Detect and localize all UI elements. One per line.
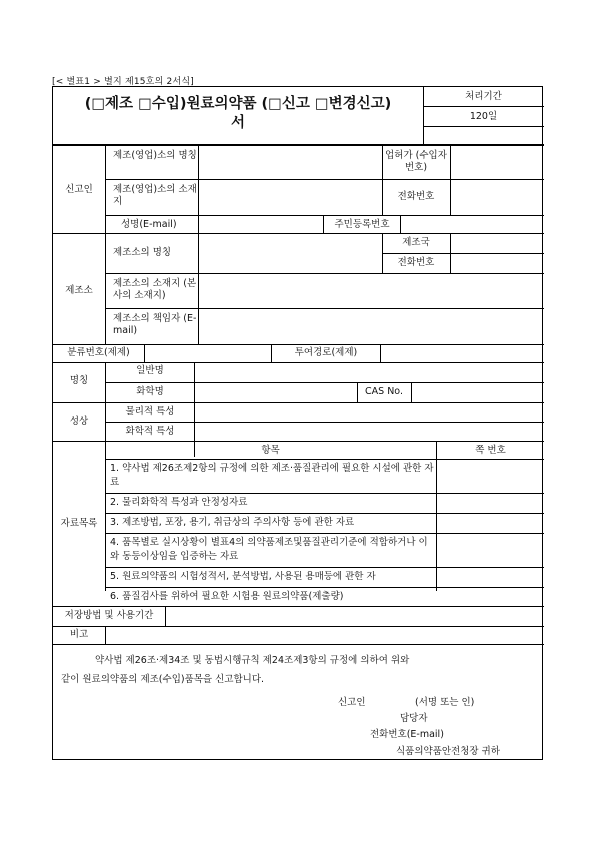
applicant-phone-field[interactable] — [451, 180, 544, 215]
applicant-name-field[interactable] — [199, 146, 382, 179]
applicant-phone-label: 전화번호 — [397, 191, 435, 202]
manufacturer-phone-field[interactable] — [451, 254, 544, 273]
cas-number-field[interactable] — [412, 383, 544, 402]
chemical-name-field[interactable] — [195, 383, 357, 402]
document-item-4-page[interactable] — [437, 534, 544, 567]
remarks-field[interactable] — [106, 627, 544, 644]
signature-sign-label: (서명 또는 인) — [415, 697, 475, 708]
applicant-resident-label: 주민등록번호 — [334, 219, 390, 230]
signature-phone-label: 전화번호(E-mail) — [370, 729, 444, 740]
manufacturer-responsible-label: 제조소의 책임자 (E-mail) — [113, 313, 197, 336]
report-form — [52, 86, 543, 760]
classification-label: 분류번호(제제) — [67, 347, 130, 358]
applicant-name-label: 제조(영업)소의 명칭 — [113, 150, 197, 161]
form-title-line2: 서 — [230, 115, 245, 131]
document-item-3-page[interactable] — [437, 514, 544, 533]
form-title — [53, 95, 423, 133]
applicant-person-field[interactable] — [199, 216, 323, 233]
applicant-address-field[interactable] — [199, 180, 382, 215]
document-item-6: 6. 품질검사를 위하여 필요한 시험용 원료의약품(제출량) — [110, 591, 344, 602]
recipient-label: 식품의약품안전청장 귀하 — [396, 746, 500, 757]
storage-field[interactable] — [166, 607, 544, 626]
document-item-1-page[interactable] — [437, 460, 544, 493]
manufacturer-name-label: 제조소의 명칭 — [113, 247, 172, 258]
processing-period-value: 120일 — [469, 111, 498, 122]
document-item-2-page[interactable] — [437, 494, 544, 513]
generic-name-field[interactable] — [195, 363, 544, 382]
section-applicant: 신고인 — [65, 184, 93, 195]
physical-property-field[interactable] — [195, 403, 544, 422]
manufacturer-address-label: 제조소의 소재지 (본사의 소재지) — [113, 278, 197, 301]
remarks-label: 비고 — [69, 629, 89, 640]
classification-field[interactable] — [145, 345, 271, 362]
signature-person-label: 담당자 — [400, 713, 428, 724]
manufacturer-country-field[interactable] — [451, 234, 544, 253]
manufacturer-country-label: 제조국 — [402, 237, 430, 248]
applicant-person-label: 성명(E-mail) — [121, 219, 177, 230]
signature-applicant-label: 신고인 — [338, 697, 366, 708]
applicant-resident-field[interactable] — [401, 216, 544, 233]
applicant-license-field[interactable] — [451, 146, 544, 179]
chemical-property-field[interactable] — [195, 423, 544, 442]
document-item-1: 1. 약사법 제26조제2항의 규정에 의한 제조·품질관리에 필요한 시설에 관한 자료 — [110, 463, 434, 488]
declaration-statement — [61, 651, 531, 689]
physical-property-label: 물리적 특성 — [125, 406, 175, 417]
document-item-2: 2. 물리화학적 특성과 안정성자료 — [110, 497, 248, 508]
chemical-property-label: 화학적 특성 — [125, 426, 175, 437]
section-documents: 자료목록 — [60, 518, 98, 529]
document-item-5: 5. 원료의약품의 시험성적서, 분석방법, 사용된 용매등에 관한 자 — [110, 571, 376, 582]
document-item-5-page[interactable] — [437, 568, 544, 587]
processing-period-label: 처리기간 — [465, 91, 502, 102]
form-number-label: [< 별표1 > 별지 제15호의 2서식] — [52, 77, 194, 87]
form-title-line1: (□제조 □수입)원료의약품 (□신고 □변경신고) — [84, 96, 392, 112]
document-item-4: 4. 품목별로 실시상황이 별표4의 의약품제조및품질관리기준에 적합하거나 이와 동등이상임을 입증하는 자료 — [110, 537, 428, 562]
section-naming: 명칭 — [69, 375, 89, 386]
documents-item-header: 항목 — [261, 445, 280, 456]
cas-number-label: CAS No. — [365, 386, 403, 397]
manufacturer-responsible-field[interactable] — [199, 309, 544, 344]
generic-name-label: 일반명 — [136, 365, 164, 376]
documents-page-header: 쪽 번호 — [475, 445, 506, 456]
chemical-name-label: 화학명 — [136, 386, 164, 397]
manufacturer-phone-label: 전화번호 — [397, 257, 435, 268]
section-manufacturer: 제조소 — [65, 285, 93, 296]
manufacturer-address-field[interactable] — [199, 274, 544, 308]
declaration-line2: 같이 원료의약품의 제조(수입)품목을 신고합니다. — [61, 674, 265, 685]
applicant-license-label: 업허가 (수입자번호) — [385, 150, 447, 173]
route-field[interactable] — [381, 345, 544, 362]
document-item-3: 3. 제조방법, 포장, 용기, 취급상의 주의사항 등에 관한 자료 — [110, 517, 355, 528]
route-label: 투여경로(제제) — [294, 347, 358, 358]
section-properties: 성상 — [69, 416, 89, 427]
applicant-address-label: 제조(영업)소의 소재지 — [113, 184, 197, 207]
declaration-line1: 약사법 제26조·제34조 및 동법시행규칙 제24조제3항의 규정에 의하여 위와 — [95, 655, 410, 666]
storage-label: 저장방법 및 사용기간 — [64, 610, 154, 621]
manufacturer-name-field[interactable] — [199, 234, 382, 273]
